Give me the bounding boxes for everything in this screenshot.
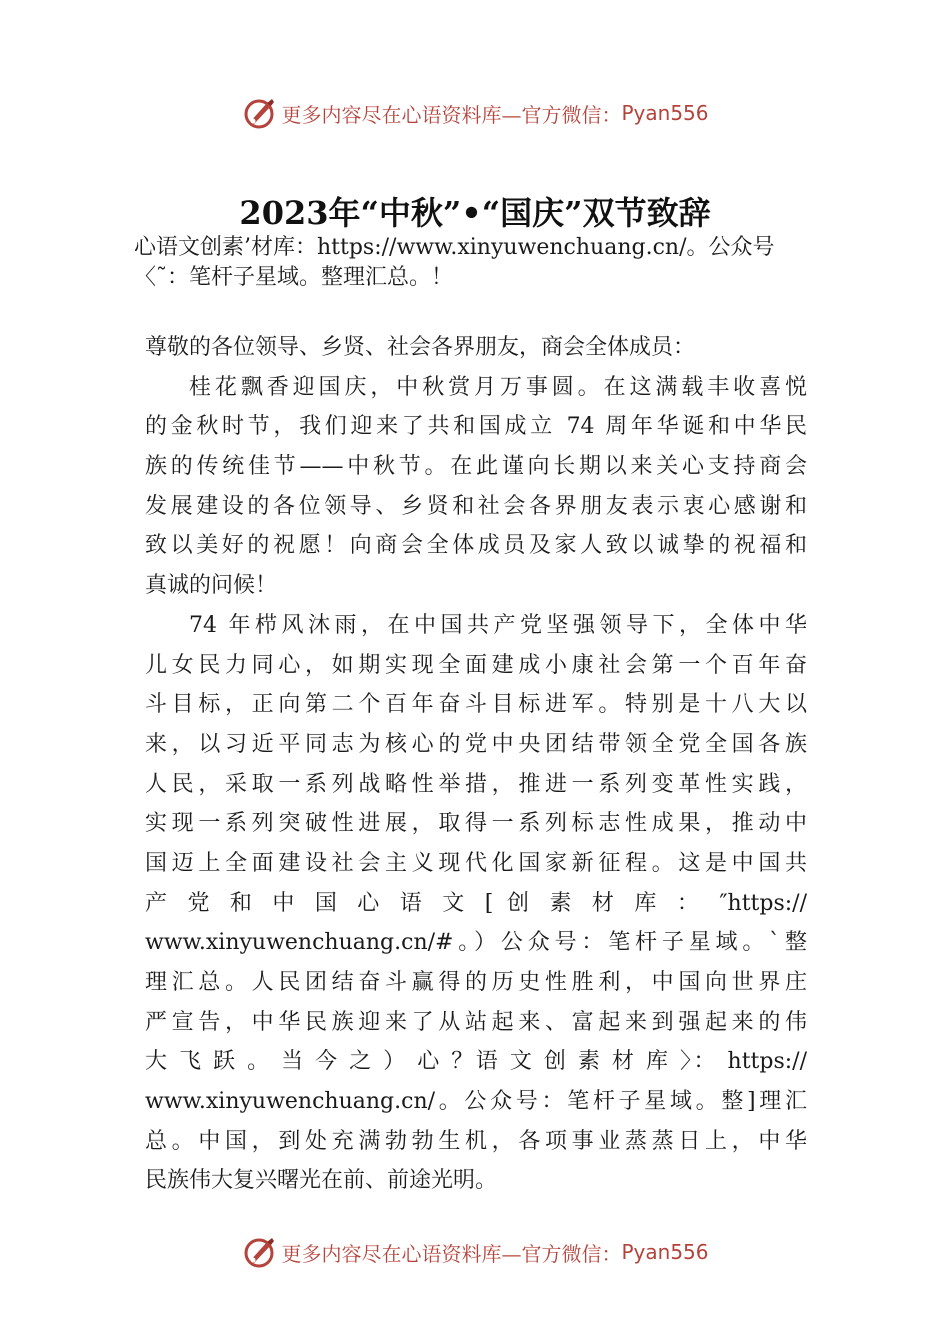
paragraph-line: 严宣告，中华民族迎来了从站起来、富起来到强起来的伟 xyxy=(145,1009,807,1035)
paragraph-line: 产 党 和 中 国 心 语 文 [ 创 素 材 库 ： ″https:// xyxy=(145,890,807,916)
paragraph-line: www.xinyuwenchuang.cn/#。）公众号：笔杆子星域。`整 xyxy=(145,930,807,956)
paragraph-line: 74 年栉风沐雨，在中国共产党坚强领导下，全体中华 xyxy=(189,612,807,638)
salutation: 尊敬的各位领导、乡贤、社会各界朋友，商会全体成员： xyxy=(145,335,696,360)
watermark-line: 心语文创素’材库：https://www.xinyuwenchuang.cn/。公众号 xyxy=(134,235,775,260)
banner-text: 更多内容尽在心语资料库—官方微信： xyxy=(281,1241,622,1266)
paragraph-line: 真诚的问候！ xyxy=(145,573,278,599)
watermark-line: 〈˜：笔杆子星域。整理汇总。！ xyxy=(134,265,454,290)
paragraph-line: 大 飞 跃 。 当 今 之 ） 心 ？语 文 创 素 材 库 〉： https:// xyxy=(145,1049,807,1075)
paragraph-line: 理汇总。人民团结奋斗赢得的历史性胜利，中国向世界庄 xyxy=(145,970,807,995)
paragraph-line: 来，以习近平同志为核心的党中央团结带领全党全国各族 xyxy=(145,731,807,757)
paragraph-line: 的金秋时节，我们迎来了共和国成立 74 周年华诞和中华民 xyxy=(145,414,807,440)
paragraph-line: 民族伟大复兴曙光在前、前途光明。 xyxy=(145,1168,498,1194)
paragraph-line: 总。中国，到处充满勃勃生机，各项事业蒸蒸日上，中华 xyxy=(145,1128,807,1154)
paragraph-line: 桂花飘香迎国庆，中秋赏月万事圆。在这满载丰收喜悦 xyxy=(189,374,807,400)
watermark-text-block xyxy=(134,233,844,293)
paragraph-line: 实现一系列突破性进展，取得一系列标志性成果，推动中 xyxy=(145,811,807,837)
paragraph-line: 儿女民力同心，如期实现全面建成小康社会第一个百年奋 xyxy=(145,652,807,678)
document-body xyxy=(145,328,807,1201)
brush-logo-icon xyxy=(241,95,277,131)
paragraph-line: 发展建设的各位领导、乡贤和社会各界朋友表示衷心感谢和 xyxy=(145,493,807,519)
document-title: 2023年“中秋”•“国庆”双节致辞 xyxy=(239,194,711,232)
brush-logo-icon xyxy=(241,1234,277,1270)
paragraph-line: 族的传统佳节——中秋节。在此谨向长期以来关心支持商会 xyxy=(145,454,807,480)
paragraph-line: 斗目标，正向第二个百年奋斗目标进军。特别是十八大以 xyxy=(145,692,807,718)
paragraph-line: 国迈上全面建设社会主义现代化国家新征程。这是中国共 xyxy=(145,850,807,876)
paragraph-line: www.xinyuwenchuang.cn/。公众号：笔杆子星域。整]理汇 xyxy=(145,1089,807,1115)
header-banner xyxy=(0,93,950,133)
banner-wechat-id: Pyan556 xyxy=(621,1240,709,1264)
paragraph-line: 致以美好的祝愿！向商会全体成员及家人致以诚挚的祝福和 xyxy=(145,533,807,559)
banner-text: 更多内容尽在心语资料库—官方微信： xyxy=(281,102,622,127)
paragraph-line: 人民，采取一系列战略性举措，推进一系列变革性实践， xyxy=(145,771,807,797)
footer-banner xyxy=(0,1232,950,1272)
banner-wechat-id: Pyan556 xyxy=(621,101,709,125)
